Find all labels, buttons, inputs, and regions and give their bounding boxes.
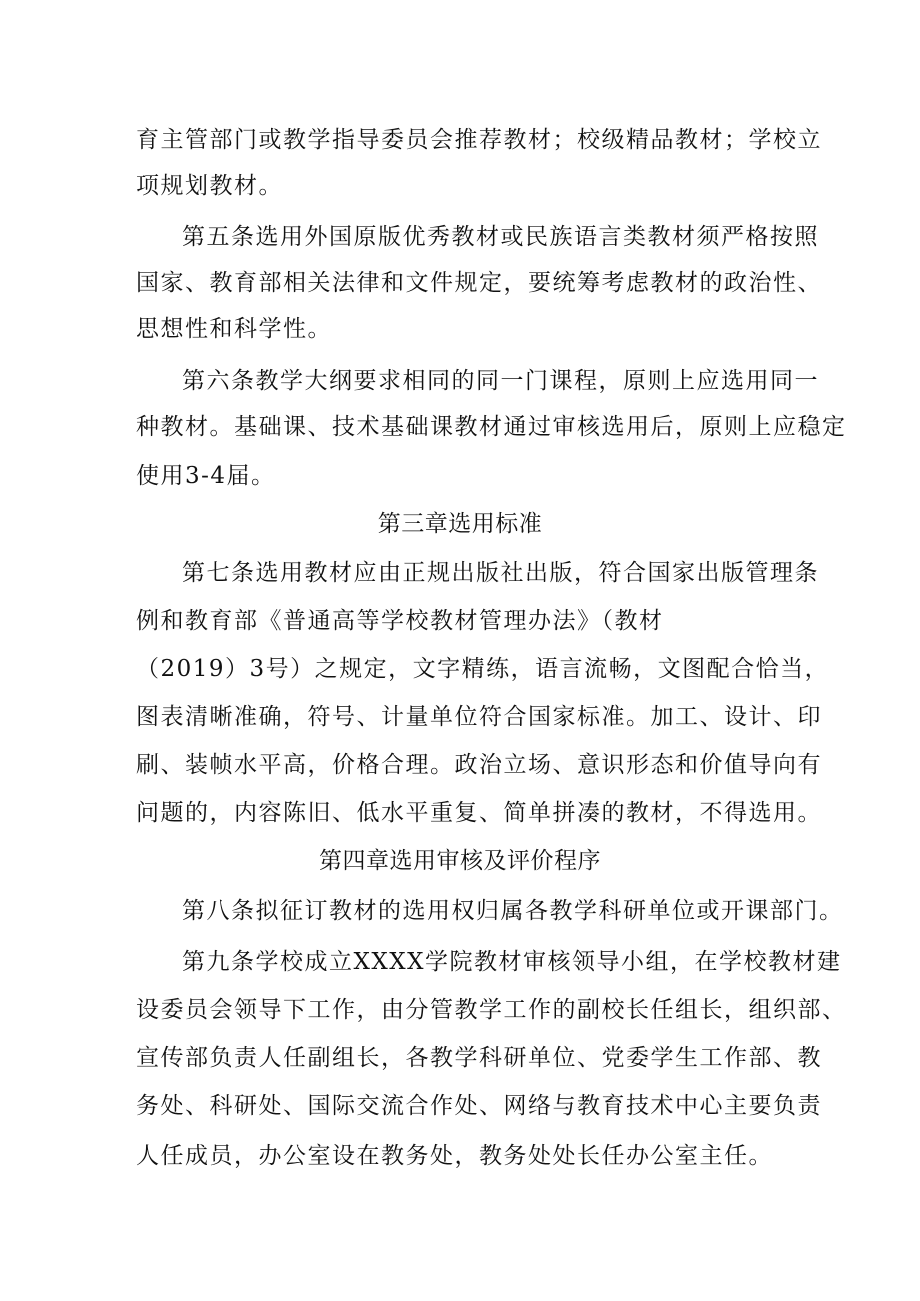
text-line: 人任成员，办公室设在教务处，教务处处长任办公室主任。 [136, 1143, 773, 1169]
text-line: 图表清晰准确，符号、计量单位符合国家标准。加工、设计、印 [136, 704, 822, 730]
text-line: 刷、装帧水平高，价格合理。政治立场、意识形态和价值导向有 [136, 752, 822, 778]
text-line: 务处、科研处、国际交流合作处、网络与教育技术中心主要负责 [136, 1093, 822, 1119]
text-line: 宣传部负责人任副组长，各教学科研单位、党委学生工作部、教 [136, 1045, 822, 1071]
text-line: （2019）3号）之规定，文字精练，语言流畅，文图配合恰当， [136, 656, 830, 682]
text-line: 项规划教材。 [136, 173, 283, 199]
text-line: 使用3-4届。 [136, 463, 276, 489]
chapter-3-heading: 第三章选用标准 [377, 511, 543, 537]
article-6-first-line: 第六条教学大纲要求相同的同一门课程，原则上应选用同一 [182, 368, 819, 394]
chapter-4-heading: 第四章选用审核及评价程序 [319, 848, 601, 874]
article-7-first-line: 第七条选用教材应由正规出版社出版，符合国家出版管理条 [182, 560, 819, 586]
text-line: 问题的，内容陈旧、低水平重复、简单拼凑的教材，不得选用。 [136, 800, 822, 826]
article-8-line: 第八条拟征订教材的选用权归属各教学科研单位或开课部门。 [182, 898, 844, 924]
text-line: 思想性和科学性。 [136, 316, 332, 342]
text-line: 设委员会领导下工作，由分管教学工作的副校长任组长，组织部、 [136, 997, 847, 1023]
text-line: 种教材。基础课、技术基础课教材通过审核选用后，原则上应稳定 [136, 414, 847, 440]
text-line: 国家、教育部相关法律和文件规定，要统筹考虑教材的政治性、 [136, 270, 822, 296]
text-line: 育主管部门或教学指导委员会推荐教材；校级精品教材；学校立 [136, 127, 822, 153]
text-line: 例和教育部《普通高等学校教材管理办法》（教材 [136, 608, 664, 634]
article-5-first-line: 第五条选用外国原版优秀教材或民族语言类教材须严格按照 [182, 224, 819, 250]
article-9-first-line: 第九条学校成立XXXX学院教材审核领导小组，在学校教材建 [182, 949, 842, 975]
